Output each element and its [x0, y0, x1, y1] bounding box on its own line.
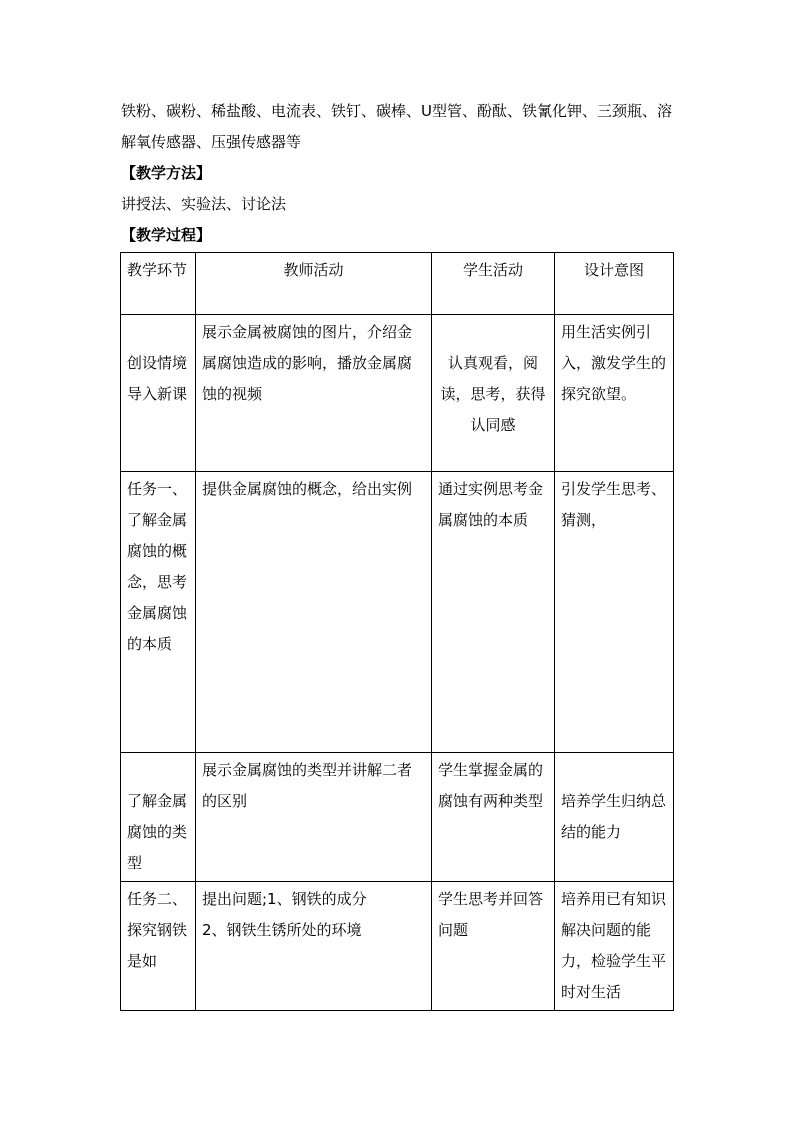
row-intent: 培养学生归纳总结的能力: [555, 753, 674, 882]
row-stage: 创设情境 导入新课: [121, 315, 196, 472]
row-student: 学生掌握金属的腐蚀有两种类型: [432, 753, 555, 882]
table-row: [121, 315, 674, 472]
header-intent: 设计意图: [555, 253, 674, 315]
row-teacher: 展示金属被腐蚀的图片，介绍金属腐蚀造成的影响，播放金属腐蚀的视频: [196, 315, 432, 472]
lesson-process-table: [120, 252, 674, 1011]
row-intent: 引发学生思考、猜测，: [555, 472, 674, 753]
process-heading: 【教学过程】: [121, 226, 212, 244]
methods-heading: 【教学方法】: [121, 164, 212, 182]
materials-text: 铁粉、碳粉、稀盐酸、电流表、铁钉、碳棒、U型管、酚酞、铁氰化钾、三颈瓶、溶解氧传感器、压强传感器等: [121, 102, 672, 151]
table-row: [121, 753, 674, 882]
row-student: 通过实例思考金属腐蚀的本质: [432, 472, 555, 753]
header-teacher: 教师活动: [196, 253, 432, 315]
teacher-line-1: 提出问题;1、钢铁的成分: [202, 890, 367, 908]
row-teacher: 提供金属腐蚀的概念，给出实例: [196, 472, 432, 753]
table-row: [121, 882, 674, 1011]
row-teacher: [196, 882, 432, 1011]
row-teacher: 展示金属腐蚀的类型并讲解二者的区别: [196, 753, 432, 882]
row-student: 学生思考并回答问题: [432, 882, 555, 1011]
methods-text: 讲授法、实验法、讨论法: [121, 195, 287, 213]
row-stage: 任务二、探究钢铁是如: [121, 882, 196, 1011]
row-intent: 培养用已有知识解决问题的能力，检验学生平时对生活: [555, 882, 674, 1011]
row-stage: 任务一、了解金属腐蚀的概念，思考金属腐蚀的本质: [121, 472, 196, 753]
header-student: 学生活动: [432, 253, 555, 315]
row-stage: 了解金属腐蚀的类型: [121, 753, 196, 882]
table-row: [121, 472, 674, 753]
row-student: 认真观看，阅读，思考，获得认同感: [432, 315, 555, 472]
table-header-row: [121, 253, 674, 315]
teacher-line-2: 2、钢铁生锈所处的环境: [202, 921, 362, 939]
header-stage: 教学环节: [121, 253, 196, 315]
row-intent: 用生活实例引入，激发学生的探究欲望。: [555, 315, 674, 472]
